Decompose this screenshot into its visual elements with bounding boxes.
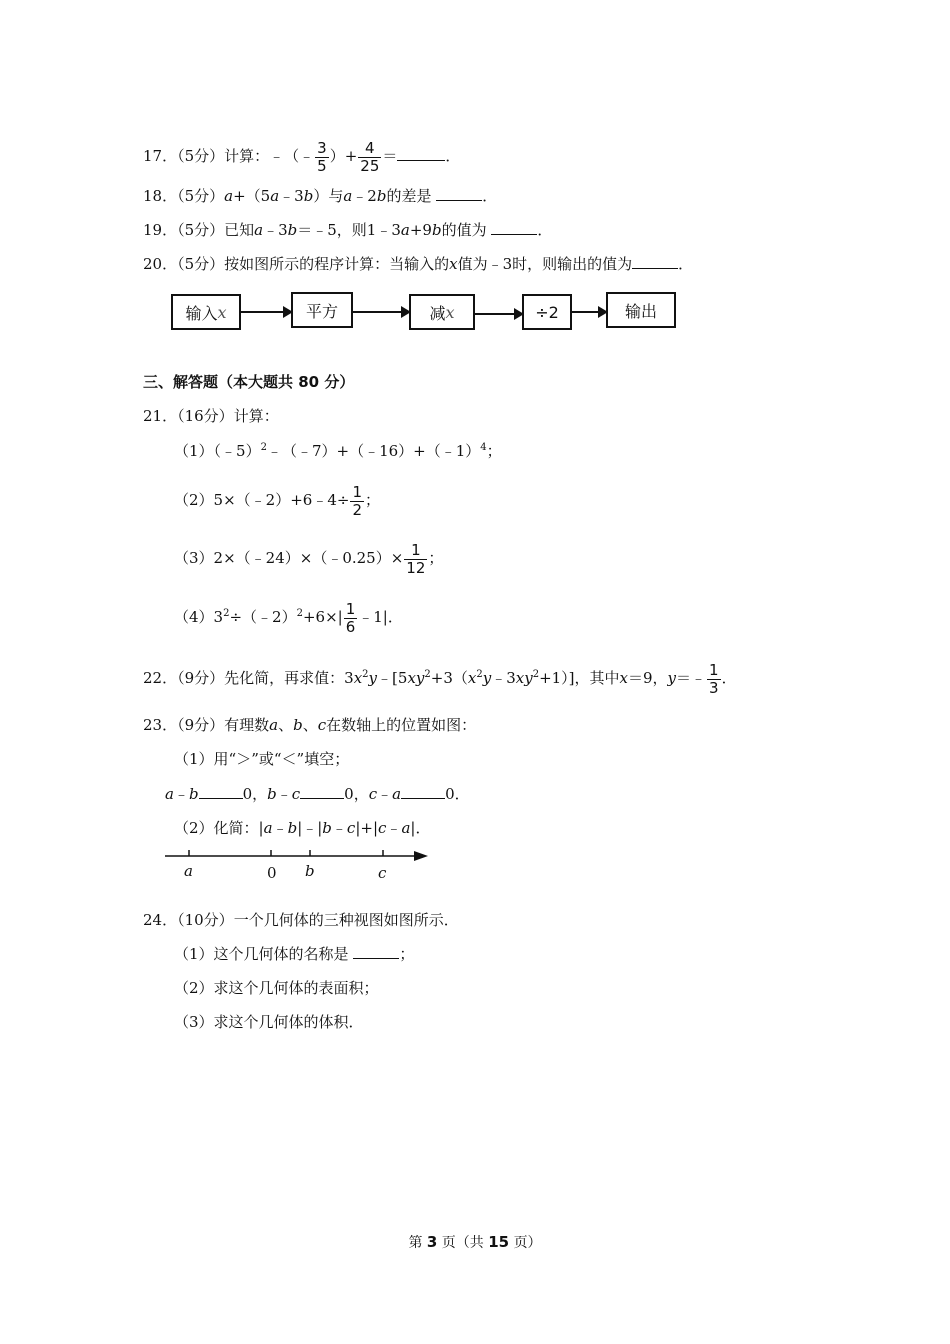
question-18 xyxy=(143,186,497,206)
axis-label-zero: 0 xyxy=(267,864,277,882)
q22-number: 22． xyxy=(143,669,178,687)
question-19 xyxy=(143,220,552,240)
expr: 2×（﹣24）×（﹣0.25）× xyxy=(213,549,404,567)
number-line xyxy=(160,845,440,885)
var-b: b xyxy=(293,716,303,734)
expr: ﹣ xyxy=(173,785,189,803)
var-x: x xyxy=(217,302,227,322)
q23-text: 有理数 xyxy=(224,716,270,734)
question-17 xyxy=(143,138,460,174)
q19-number: 19． xyxy=(143,221,178,239)
axis-label-a: a xyxy=(184,862,193,880)
q18-text: +（5 xyxy=(233,187,271,205)
q21-text: 计算： xyxy=(233,407,279,425)
var-x: x xyxy=(467,669,477,687)
q17-text: 计算：﹣（﹣ xyxy=(224,147,315,165)
fraction: $\frac{1}{6}$ xyxy=(345,599,356,636)
q20-text: 值为﹣3时，则输出的值为 xyxy=(457,255,633,273)
expr: 0， xyxy=(344,785,369,803)
q19-score: （5分） xyxy=(177,221,225,239)
expr: （﹣5） xyxy=(213,442,261,460)
expr: ﹣3 xyxy=(491,669,516,687)
var-b: b xyxy=(287,221,298,239)
sub-text: （1）用“＞”或“＜”填空； xyxy=(174,750,350,768)
q18-text: ﹣3 xyxy=(279,187,304,205)
var-a: a xyxy=(343,187,353,205)
var-a: a xyxy=(400,221,410,239)
q23-text: 、 xyxy=(302,716,318,734)
var-a: a xyxy=(392,785,402,803)
var-xy: xy xyxy=(407,669,425,687)
flow-box-input xyxy=(171,294,241,330)
q24-text: 一个几何体的三种视图如图所示． xyxy=(233,911,459,929)
exponent: 4 xyxy=(480,442,487,453)
q20-end: ． xyxy=(678,255,694,273)
expr: 3 xyxy=(213,608,224,626)
var-y: y xyxy=(667,669,677,687)
q20-number: 20． xyxy=(143,255,178,273)
expr: 3 xyxy=(344,669,354,687)
sub-label: （3） xyxy=(174,549,214,567)
expr: |+| xyxy=(355,819,379,837)
expr: ÷（﹣2） xyxy=(229,608,297,626)
flow-box-label: ÷2 xyxy=(535,302,559,322)
exponent: 2 xyxy=(296,608,303,619)
q24-number: 24． xyxy=(143,911,178,929)
expr: ﹣ xyxy=(272,819,288,837)
exponent: 2 xyxy=(260,442,267,453)
fraction: $\frac{1}{2}$ xyxy=(352,482,362,519)
expr-end: ； xyxy=(364,491,380,509)
var-b: b xyxy=(376,187,387,205)
question-24 xyxy=(143,910,459,930)
expr: 0． xyxy=(445,785,470,803)
expr: ﹣ xyxy=(276,785,292,803)
answer-blank[interactable] xyxy=(491,220,537,235)
q24-score: （10分） xyxy=(177,911,234,929)
flow-box-label: 输入 xyxy=(185,303,218,323)
sub-text: （3）求这个几何体的体积． xyxy=(174,1013,364,1031)
var-xy: xy xyxy=(515,669,533,687)
expr: ﹣ xyxy=(377,785,393,803)
var-b: b xyxy=(431,221,442,239)
answer-blank[interactable] xyxy=(199,784,243,799)
expr: ﹣ xyxy=(386,819,402,837)
q21-sub-1 xyxy=(174,441,502,461)
exponent: 2 xyxy=(223,608,230,619)
question-23 xyxy=(143,715,476,735)
footer-text: 页（共 xyxy=(441,1235,484,1251)
flow-box-square xyxy=(291,292,353,328)
q19-text: 的值为 xyxy=(441,221,487,239)
q20-score: （5分） xyxy=(177,255,225,273)
expr-end: |． xyxy=(410,819,431,837)
flow-arrow xyxy=(572,311,606,313)
q17-mid: ）+ xyxy=(329,147,358,165)
q17-score: （5分） xyxy=(177,147,225,165)
q18-number: 18． xyxy=(143,187,178,205)
sub-label: （4） xyxy=(174,608,214,626)
q22-text: 先化简，再求值： xyxy=(224,669,345,687)
answer-blank[interactable] xyxy=(632,254,678,269)
expr: +1）]，其中 xyxy=(539,669,620,687)
q19-text: 已知 xyxy=(224,221,255,239)
axis-arrow-icon xyxy=(414,851,428,861)
expr: |﹣| xyxy=(297,819,323,837)
axis-label-c: c xyxy=(378,864,387,882)
page-number: 3 xyxy=(426,1233,438,1251)
q19-text: ＝﹣5，则1﹣3 xyxy=(297,221,401,239)
q23-text: 在数轴上的位置如图： xyxy=(326,716,477,734)
expr: 0， xyxy=(242,785,268,803)
q17-number: 17． xyxy=(143,147,178,165)
var-y: y xyxy=(368,669,378,687)
q21-sub-2 xyxy=(174,480,380,520)
var-a: a xyxy=(254,221,264,239)
flow-box-divide xyxy=(522,294,572,330)
sub-text: （1）这个几何体的名称是 xyxy=(174,945,349,963)
var-c: c xyxy=(378,819,387,837)
page-footer xyxy=(0,1232,950,1252)
var-a: a xyxy=(270,187,280,205)
flow-box-label: 减 xyxy=(429,303,446,323)
var-b: b xyxy=(303,187,314,205)
fraction: $\frac{1}{3}$ xyxy=(709,660,719,697)
q20-text: 按如图所示的程序计算：当输入的 xyxy=(224,255,450,273)
answer-blank[interactable] xyxy=(401,784,445,799)
q18-text: 的差是 xyxy=(386,187,432,205)
q17-end: ． xyxy=(445,147,461,165)
q22-score: （9分） xyxy=(177,669,225,687)
flow-arrow xyxy=(475,313,522,315)
footer-text: 页） xyxy=(513,1235,542,1251)
q23-sub-2 xyxy=(174,818,430,838)
expr-end: ． xyxy=(721,669,737,687)
section-title: 三、解答题（本大题共 80 分） xyxy=(143,373,355,391)
var-a: a xyxy=(224,187,234,205)
sub-label: （1） xyxy=(174,442,214,460)
flow-box-label: 输出 xyxy=(624,301,657,321)
var-x: x xyxy=(449,255,458,273)
var-c: c xyxy=(291,785,301,803)
expr: 5×（﹣2）+6﹣4÷ xyxy=(213,491,350,509)
expr-end: ； xyxy=(486,442,502,460)
fraction: $\frac{1}{12}$ xyxy=(406,540,426,577)
question-22 xyxy=(143,658,737,698)
answer-blank[interactable] xyxy=(436,186,482,201)
section-heading xyxy=(143,372,354,392)
expr: +3（ xyxy=(430,669,468,687)
expr: ＝9， xyxy=(628,669,668,687)
q18-text: ）与 xyxy=(313,187,344,205)
total-pages: 15 xyxy=(488,1233,510,1251)
q24-sub-3 xyxy=(174,1012,364,1032)
var-b: b xyxy=(287,819,298,837)
answer-blank[interactable] xyxy=(300,784,344,799)
q23-number: 23． xyxy=(143,716,178,734)
expr: ﹣[5 xyxy=(377,669,408,687)
exponent: 2 xyxy=(476,669,483,680)
q19-text: ﹣3 xyxy=(263,221,288,239)
expr-end: ； xyxy=(428,549,444,567)
var-c: c xyxy=(317,716,327,734)
expr: ＝﹣ xyxy=(676,669,707,687)
q21-sub-3 xyxy=(174,538,443,578)
flow-box-output xyxy=(606,292,676,328)
exponent: 2 xyxy=(424,669,431,680)
q24-sub-2 xyxy=(174,978,379,998)
q19-end: ． xyxy=(537,221,553,239)
q23-sub-1 xyxy=(174,749,349,769)
flow-arrow xyxy=(353,311,409,313)
flow-box-label: 平方 xyxy=(305,301,338,321)
answer-blank[interactable] xyxy=(353,944,399,959)
var-a: a xyxy=(165,785,174,803)
var-c: c xyxy=(346,819,356,837)
flow-arrow xyxy=(241,311,291,313)
q23-score: （9分） xyxy=(177,716,225,734)
q21-score: （16分） xyxy=(177,407,234,425)
q17-equals: ＝ xyxy=(382,147,398,165)
var-y: y xyxy=(482,669,492,687)
flow-box-subtract xyxy=(409,294,475,330)
exponent: 2 xyxy=(362,669,369,680)
var-a: a xyxy=(269,716,279,734)
sub-text: （2）求这个几何体的表面积； xyxy=(174,979,379,997)
expr: +6×| xyxy=(302,608,343,626)
var-b: b xyxy=(267,785,277,803)
var-x: x xyxy=(445,302,455,322)
answer-blank[interactable] xyxy=(397,146,445,161)
q17-fraction-2: $\frac{4}{25}$ xyxy=(360,138,380,175)
q23-sub-1-blanks xyxy=(165,784,470,804)
var-a: a xyxy=(263,819,273,837)
expr-end: ﹣1|． xyxy=(358,608,403,626)
q18-end: ． xyxy=(482,187,498,205)
q21-sub-4 xyxy=(174,597,403,637)
axis-label-b: b xyxy=(305,862,315,880)
var-x: x xyxy=(353,669,363,687)
expr: ﹣（﹣7）+（﹣16）+（﹣1） xyxy=(266,442,481,460)
var-b: b xyxy=(188,785,199,803)
q21-number: 21． xyxy=(143,407,178,425)
q18-text: ﹣2 xyxy=(352,187,377,205)
footer-text: 第 xyxy=(408,1235,423,1251)
sub-label: （2） xyxy=(174,491,214,509)
var-c: c xyxy=(368,785,378,803)
sub-label: （2）化简：| xyxy=(174,819,264,837)
expr-end: ； xyxy=(399,945,415,963)
q23-text: 、 xyxy=(278,716,294,734)
var-a: a xyxy=(401,819,411,837)
question-21 xyxy=(143,406,279,426)
var-b: b xyxy=(322,819,332,837)
var-x: x xyxy=(619,669,628,687)
q18-score: （5分） xyxy=(177,187,225,205)
question-20 xyxy=(143,254,693,274)
exponent: 2 xyxy=(532,669,540,680)
q24-sub-1 xyxy=(174,944,414,964)
q17-fraction-1: $\frac{3}{5}$ xyxy=(317,138,327,175)
q19-text: +9 xyxy=(409,221,432,239)
expr: ﹣ xyxy=(331,819,347,837)
